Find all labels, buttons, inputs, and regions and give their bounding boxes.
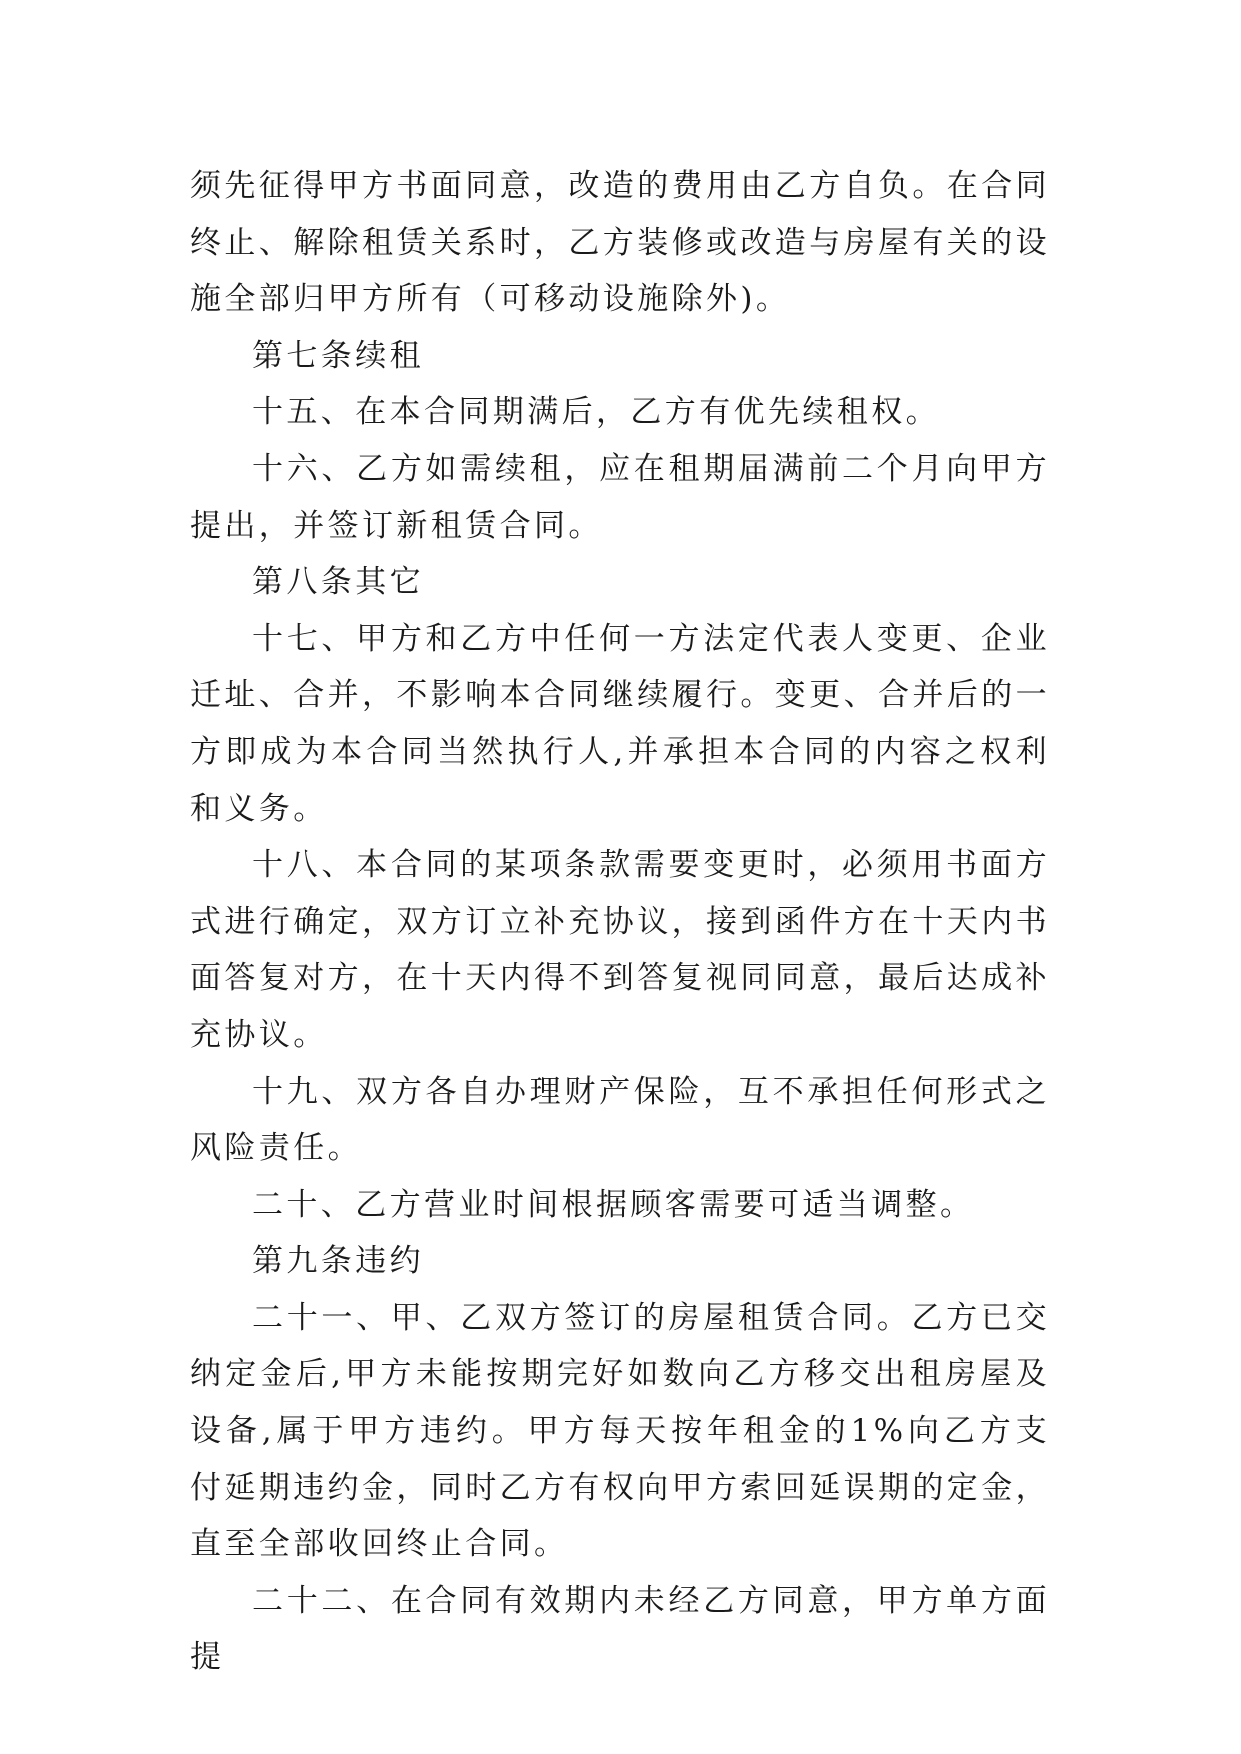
clause-15: 十五、在本合同期满后，乙方有优先续租权。 (252, 394, 940, 431)
clause-21: 二十一、甲、乙双方签订的房屋租赁合同。乙方已交纳定金后,甲方未能按期完好如数向乙方移交出租房屋及设备,属于甲方违约。甲方每天按年租金的1%向乙方支付延期违约金，同时乙方有权向甲方索回延误期的定金，直至全部收回终止合同。 (190, 1299, 1050, 1563)
clause-18: 十八、本合同的某项条款需要变更时，必须用书面方式进行确定，双方订立补充协议，接到函件方在十天内书面答复对方，在十天内得不到答复视同同意，最后达成补充协议。 (190, 847, 1050, 1053)
section-heading-other: 第八条其它 (252, 564, 424, 601)
paragraph-renovation-clause: 须先征得甲方书面同意，改造的费用由乙方自负。在合同终止、解除租赁关系时，乙方装修或改造与房屋有关的设施全部归甲方所有（可移动设施除外)。 (190, 168, 1050, 318)
document-body (190, 158, 1050, 1686)
section-heading-breach: 第九条违约 (252, 1243, 424, 1280)
clause-17: 十七、甲方和乙方中任何一方法定代表人变更、企业迁址、合并，不影响本合同继续履行。变更、合并后的一方即成为本合同当然执行人,并承担本合同的内容之权利和义务。 (190, 620, 1050, 827)
section-heading-renewal: 第七条续租 (252, 337, 424, 374)
clause-16: 十六、乙方如需续租，应在租期届满前二个月向甲方提出，并签订新租赁合同。 (190, 450, 1050, 544)
clause-19: 十九、双方各自办理财产保险，互不承担任何形式之风险责任。 (190, 1073, 1050, 1167)
clause-20: 二十、乙方营业时间根据顾客需要可适当调整。 (252, 1186, 975, 1223)
clause-22: 二十二、在合同有效期内未经乙方同意，甲方单方面提 (190, 1582, 1050, 1676)
